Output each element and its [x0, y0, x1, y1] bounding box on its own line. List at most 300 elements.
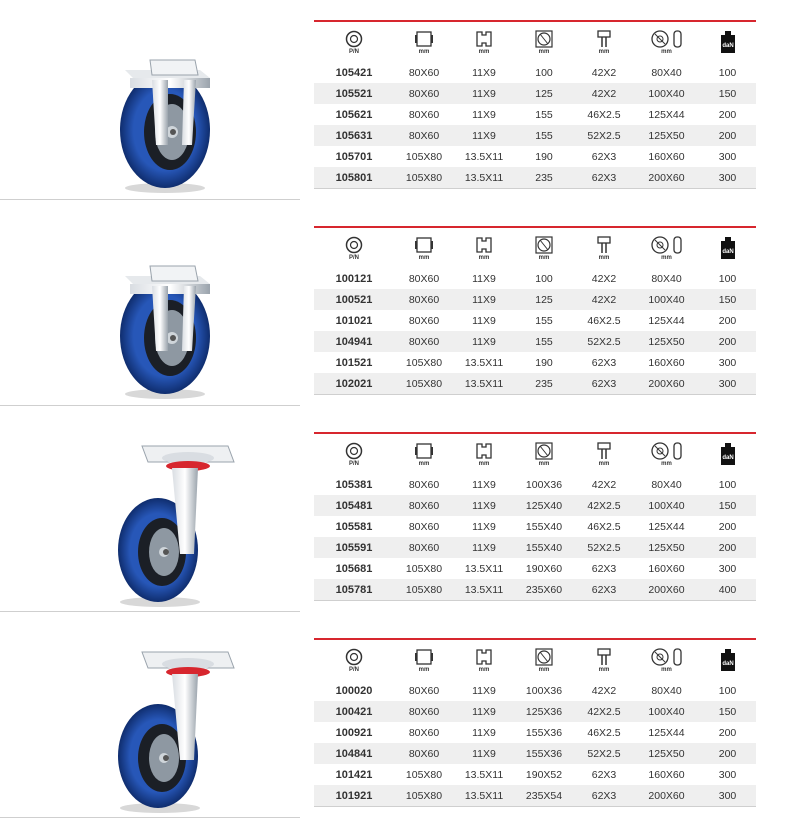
cell-value: 300	[718, 789, 737, 802]
header-cell	[314, 434, 394, 474]
cell-value: 100	[718, 272, 737, 285]
wheel-diameter-icon	[534, 442, 554, 460]
cell-value: 200X60	[648, 789, 685, 802]
table-row	[314, 722, 756, 743]
cell-value: 11X9	[472, 272, 496, 285]
header-cell	[314, 640, 394, 680]
header-cell	[314, 22, 394, 62]
part-number: 100921	[335, 726, 373, 739]
caster-photo-area	[0, 628, 300, 818]
cell-value: 160X60	[648, 562, 685, 575]
divider	[0, 611, 300, 612]
part-number: 101421	[335, 768, 373, 781]
table-header	[314, 640, 756, 680]
unit-label: mm	[538, 48, 550, 55]
cell-value: 200	[718, 335, 737, 348]
cell-value: 300	[718, 356, 737, 369]
table-row	[314, 373, 756, 394]
cell-value: 100X40	[648, 87, 685, 100]
part-number: 101521	[335, 356, 373, 369]
part-number: 101021	[335, 314, 373, 327]
table-row	[314, 268, 756, 289]
cell-value: 125X50	[648, 541, 685, 554]
cell-value: 11X9	[472, 108, 496, 121]
part-number: 104841	[335, 747, 373, 760]
header-cell	[314, 228, 394, 268]
table-row	[314, 125, 756, 146]
cell-value: 155	[535, 129, 553, 142]
cell-value: 13.5X11	[464, 150, 504, 163]
swivel-caster-image	[90, 638, 240, 813]
wheel-tread-icon	[649, 236, 685, 254]
cell-value: 62X3	[591, 768, 617, 781]
cell-value: 80X60	[408, 66, 440, 79]
cell-value: 42X2	[591, 272, 617, 285]
unit-label: mm	[538, 254, 550, 261]
table-row	[314, 516, 756, 537]
table-row	[314, 764, 756, 785]
cell-value: 155X40	[525, 520, 563, 533]
cell-value: 190	[535, 356, 553, 369]
table-header	[314, 22, 756, 62]
cell-value: 62X3	[591, 150, 617, 163]
cell-value: 42X2.5	[587, 499, 621, 512]
cell-value: 52X2.5	[587, 335, 621, 348]
header-cell	[574, 434, 634, 474]
caster-photo-area	[0, 422, 300, 612]
cell-value: 100	[718, 478, 737, 491]
cell-value: 190X60	[525, 562, 563, 575]
pn-label: P/N	[348, 460, 359, 467]
part-number: 105621	[335, 108, 373, 121]
cell-value: 125X50	[648, 335, 685, 348]
bolt-hole-icon	[474, 648, 494, 666]
load-weight-icon	[720, 443, 736, 465]
cell-value: 190	[535, 150, 553, 163]
part-number: 105801	[335, 171, 373, 184]
cell-value: 80X40	[651, 684, 682, 697]
cell-value: 80X60	[408, 87, 440, 100]
cell-value: 11X9	[472, 747, 496, 760]
unit-label: mm	[418, 48, 430, 55]
wheel-diameter-icon	[534, 30, 554, 48]
part-number: 105481	[335, 499, 373, 512]
header-cell	[394, 228, 454, 268]
cell-value: 11X9	[472, 684, 496, 697]
table-row	[314, 146, 756, 167]
cell-value: 100X40	[648, 705, 685, 718]
cell-value: 46X2.5	[587, 726, 621, 739]
cell-value: 11X9	[472, 87, 496, 100]
product-section	[0, 10, 800, 200]
table-row	[314, 558, 756, 579]
pn-label: P/N	[348, 254, 359, 261]
cell-value: 155X36	[525, 726, 563, 739]
cell-value: 235X60	[525, 583, 563, 596]
cell-value: 105X80	[405, 583, 443, 596]
cell-value: 52X2.5	[587, 747, 621, 760]
cell-value: 125X36	[525, 705, 563, 718]
cell-value: 11X9	[472, 293, 496, 306]
table-row	[314, 680, 756, 701]
bolt-hole-icon	[474, 30, 494, 48]
cell-value: 200X60	[648, 583, 685, 596]
wheel-diameter-icon	[534, 236, 554, 254]
cell-value: 42X2	[591, 66, 617, 79]
bolt-hole-icon	[474, 442, 494, 460]
cell-value: 11X9	[472, 726, 496, 739]
caster-photo-area	[0, 216, 300, 406]
part-number: 105591	[335, 541, 373, 554]
cell-value: 160X60	[648, 150, 685, 163]
unit-label: mm	[661, 666, 672, 673]
header-cell	[514, 228, 574, 268]
cell-value: 80X60	[408, 541, 440, 554]
load-weight-icon	[720, 31, 736, 53]
cell-value: 46X2.5	[587, 108, 621, 121]
part-number: 105701	[335, 150, 373, 163]
cell-value: 42X2	[591, 478, 617, 491]
cell-value: 46X2.5	[587, 314, 621, 327]
part-number: 100421	[335, 705, 373, 718]
cell-value: 200X60	[648, 171, 685, 184]
cell-value: 13.5X11	[464, 562, 504, 575]
table-row	[314, 104, 756, 125]
cell-value: 62X3	[591, 562, 617, 575]
cell-value: 125	[535, 87, 553, 100]
bolt-hole-icon	[474, 236, 494, 254]
cell-value: 80X60	[408, 726, 440, 739]
cell-value: 200	[718, 520, 737, 533]
unit-label: mm	[538, 460, 550, 467]
cell-value: 105X80	[405, 562, 443, 575]
cell-value: 100X36	[525, 684, 563, 697]
cell-value: 13.5X11	[464, 171, 504, 184]
product-section	[0, 216, 800, 406]
part-number: 105521	[335, 87, 373, 100]
header-cell	[454, 640, 514, 680]
divider	[0, 405, 300, 406]
cell-value: 100X36	[525, 478, 563, 491]
cell-value: 80X60	[408, 499, 440, 512]
cell-value: 300	[718, 562, 737, 575]
header-cell	[699, 640, 756, 680]
table-row	[314, 785, 756, 806]
spec-table	[314, 638, 756, 807]
cell-value: 100	[718, 66, 737, 79]
part-number: 100521	[335, 293, 373, 306]
fixed-caster-image	[90, 20, 240, 195]
part-number-ring-icon	[345, 648, 363, 666]
unit-label: mm	[478, 254, 490, 261]
spec-table	[314, 226, 756, 395]
table-row	[314, 62, 756, 83]
cell-value: 235	[535, 171, 553, 184]
cell-value: 80X60	[408, 293, 440, 306]
cell-value: 150	[718, 705, 737, 718]
cell-value: 100	[718, 684, 737, 697]
cell-value: 235	[535, 377, 553, 390]
cell-value: 300	[718, 377, 737, 390]
part-number-ring-icon	[345, 442, 363, 460]
cell-value: 160X60	[648, 356, 685, 369]
cell-value: 200	[718, 747, 737, 760]
cell-value: 300	[718, 171, 737, 184]
cell-value: 62X3	[591, 356, 617, 369]
cell-value: 150	[718, 87, 737, 100]
cell-value: 42X2	[591, 87, 617, 100]
cell-value: 11X9	[472, 705, 496, 718]
cell-value: 155X40	[525, 541, 563, 554]
cell-value: 62X3	[591, 789, 617, 802]
cell-value: 125	[535, 293, 553, 306]
part-number: 102021	[335, 377, 373, 390]
cell-value: 155	[535, 314, 553, 327]
cell-value: 11X9	[472, 335, 496, 348]
cell-value: 62X3	[591, 171, 617, 184]
part-number: 100020	[335, 684, 373, 697]
part-number: 105381	[335, 478, 373, 491]
svg-text:daN: daN	[721, 661, 734, 667]
cell-value: 80X60	[408, 520, 440, 533]
cell-value: 80X60	[408, 108, 440, 121]
cell-value: 13.5X11	[464, 377, 504, 390]
cell-value: 105X80	[405, 356, 443, 369]
cell-value: 100	[535, 66, 553, 79]
cell-value: 52X2.5	[587, 541, 621, 554]
header-cell	[634, 434, 699, 474]
product-section	[0, 628, 800, 818]
part-number: 105781	[335, 583, 373, 596]
cell-value: 235X54	[525, 789, 563, 802]
cell-value: 11X9	[472, 478, 496, 491]
cell-value: 150	[718, 499, 737, 512]
unit-label: mm	[478, 48, 490, 55]
table-row	[314, 579, 756, 600]
cell-value: 42X2	[591, 684, 617, 697]
table-row	[314, 701, 756, 722]
top-plate-icon	[414, 442, 434, 460]
cell-value: 105X80	[405, 377, 443, 390]
table-bottom-rule	[314, 188, 756, 189]
cell-value: 80X60	[408, 335, 440, 348]
part-number: 104941	[335, 335, 373, 348]
bearing-icon	[595, 236, 613, 254]
cell-value: 13.5X11	[464, 789, 504, 802]
header-cell	[394, 434, 454, 474]
header-cell	[634, 228, 699, 268]
table-row	[314, 537, 756, 558]
cell-value: 42X2.5	[587, 705, 621, 718]
cell-value: 11X9	[472, 541, 496, 554]
cell-value: 80X60	[408, 705, 440, 718]
table-row	[314, 289, 756, 310]
top-plate-icon	[414, 236, 434, 254]
cell-value: 46X2.5	[587, 520, 621, 533]
pn-label: P/N	[348, 48, 359, 55]
part-number-ring-icon	[345, 30, 363, 48]
unit-label: mm	[478, 666, 490, 673]
part-number: 105631	[335, 129, 373, 142]
cell-value: 13.5X11	[464, 583, 504, 596]
cell-value: 125X50	[648, 129, 685, 142]
cell-value: 13.5X11	[464, 768, 504, 781]
cell-value: 150	[718, 293, 737, 306]
bearing-icon	[595, 648, 613, 666]
cell-value: 125X44	[648, 108, 685, 121]
table-header	[314, 434, 756, 474]
part-number: 101921	[335, 789, 373, 802]
cell-value: 52X2.5	[587, 129, 621, 142]
header-cell	[699, 22, 756, 62]
wheel-tread-icon	[649, 30, 685, 48]
spec-table	[314, 432, 756, 601]
unit-label: mm	[418, 666, 430, 673]
cell-value: 11X9	[472, 499, 496, 512]
part-number: 105681	[335, 562, 373, 575]
svg-text:daN: daN	[721, 43, 734, 49]
table-bottom-rule	[314, 394, 756, 395]
header-cell	[394, 22, 454, 62]
unit-label: mm	[598, 460, 610, 467]
cell-value: 300	[718, 150, 737, 163]
header-cell	[394, 640, 454, 680]
product-section	[0, 422, 800, 612]
header-cell	[454, 22, 514, 62]
header-cell	[454, 434, 514, 474]
cell-value: 100X40	[648, 499, 685, 512]
part-number: 105421	[335, 66, 373, 79]
cell-value: 100	[535, 272, 553, 285]
load-weight-icon	[720, 237, 736, 259]
bearing-icon	[595, 442, 613, 460]
table-bottom-rule	[314, 806, 756, 807]
spec-table	[314, 20, 756, 189]
cell-value: 13.5X11	[464, 356, 504, 369]
header-cell	[634, 640, 699, 680]
header-cell	[634, 22, 699, 62]
wheel-tread-icon	[649, 442, 685, 460]
fixed-caster-image	[90, 226, 240, 401]
cell-value: 300	[718, 768, 737, 781]
cell-value: 80X60	[408, 478, 440, 491]
cell-value: 42X2	[591, 293, 617, 306]
part-number: 100121	[335, 272, 373, 285]
unit-label: mm	[478, 460, 490, 467]
cell-value: 155X36	[525, 747, 563, 760]
table-row	[314, 743, 756, 764]
cell-value: 125X50	[648, 747, 685, 760]
table-row	[314, 495, 756, 516]
cell-value: 80X40	[651, 272, 682, 285]
part-number: 105581	[335, 520, 373, 533]
unit-label: mm	[598, 254, 610, 261]
pn-label: P/N	[348, 666, 359, 673]
header-cell	[514, 640, 574, 680]
cell-value: 80X40	[651, 66, 682, 79]
load-weight-icon	[720, 649, 736, 671]
header-cell	[699, 434, 756, 474]
cell-value: 200	[718, 129, 737, 142]
cell-value: 160X60	[648, 768, 685, 781]
cell-value: 11X9	[472, 314, 496, 327]
cell-value: 62X3	[591, 583, 617, 596]
cell-value: 105X80	[405, 171, 443, 184]
divider	[0, 817, 300, 818]
header-cell	[514, 22, 574, 62]
table-bottom-rule	[314, 600, 756, 601]
cell-value: 11X9	[472, 66, 496, 79]
unit-label: mm	[661, 48, 672, 55]
cell-value: 200	[718, 314, 737, 327]
unit-label: mm	[661, 460, 672, 467]
divider	[0, 199, 300, 200]
unit-label: mm	[418, 460, 430, 467]
cell-value: 80X60	[408, 314, 440, 327]
cell-value: 200	[718, 726, 737, 739]
cell-value: 80X40	[651, 478, 682, 491]
wheel-tread-icon	[649, 648, 685, 666]
cell-value: 100X40	[648, 293, 685, 306]
cell-value: 155	[535, 335, 553, 348]
header-cell	[574, 22, 634, 62]
cell-value: 80X60	[408, 272, 440, 285]
header-cell	[574, 640, 634, 680]
top-plate-icon	[414, 648, 434, 666]
cell-value: 125X44	[648, 726, 685, 739]
table-row	[314, 331, 756, 352]
swivel-caster-image	[90, 432, 240, 607]
part-number-ring-icon	[345, 236, 363, 254]
cell-value: 80X60	[408, 129, 440, 142]
cell-value: 105X80	[405, 768, 443, 781]
svg-text:daN: daN	[721, 249, 734, 255]
unit-label: mm	[598, 666, 610, 673]
cell-value: 190X52	[525, 768, 563, 781]
cell-value: 80X60	[408, 684, 440, 697]
header-cell	[699, 228, 756, 268]
unit-label: mm	[661, 254, 672, 261]
cell-value: 200X60	[648, 377, 685, 390]
unit-label: mm	[418, 254, 430, 261]
cell-value: 125X40	[525, 499, 563, 512]
wheel-diameter-icon	[534, 648, 554, 666]
cell-value: 400	[718, 583, 737, 596]
header-cell	[574, 228, 634, 268]
cell-value: 200	[718, 108, 737, 121]
cell-value: 11X9	[472, 520, 496, 533]
top-plate-icon	[414, 30, 434, 48]
cell-value: 105X80	[405, 150, 443, 163]
cell-value: 105X80	[405, 789, 443, 802]
cell-value: 11X9	[472, 129, 496, 142]
unit-label: mm	[538, 666, 550, 673]
table-row	[314, 352, 756, 373]
cell-value: 155	[535, 108, 553, 121]
header-cell	[514, 434, 574, 474]
cell-value: 125X44	[648, 520, 685, 533]
cell-value: 62X3	[591, 377, 617, 390]
table-row	[314, 310, 756, 331]
svg-text:daN: daN	[721, 455, 734, 461]
cell-value: 200	[718, 541, 737, 554]
table-row	[314, 83, 756, 104]
unit-label: mm	[598, 48, 610, 55]
caster-photo-area	[0, 10, 300, 200]
cell-value: 80X60	[408, 747, 440, 760]
header-cell	[454, 228, 514, 268]
cell-value: 125X44	[648, 314, 685, 327]
